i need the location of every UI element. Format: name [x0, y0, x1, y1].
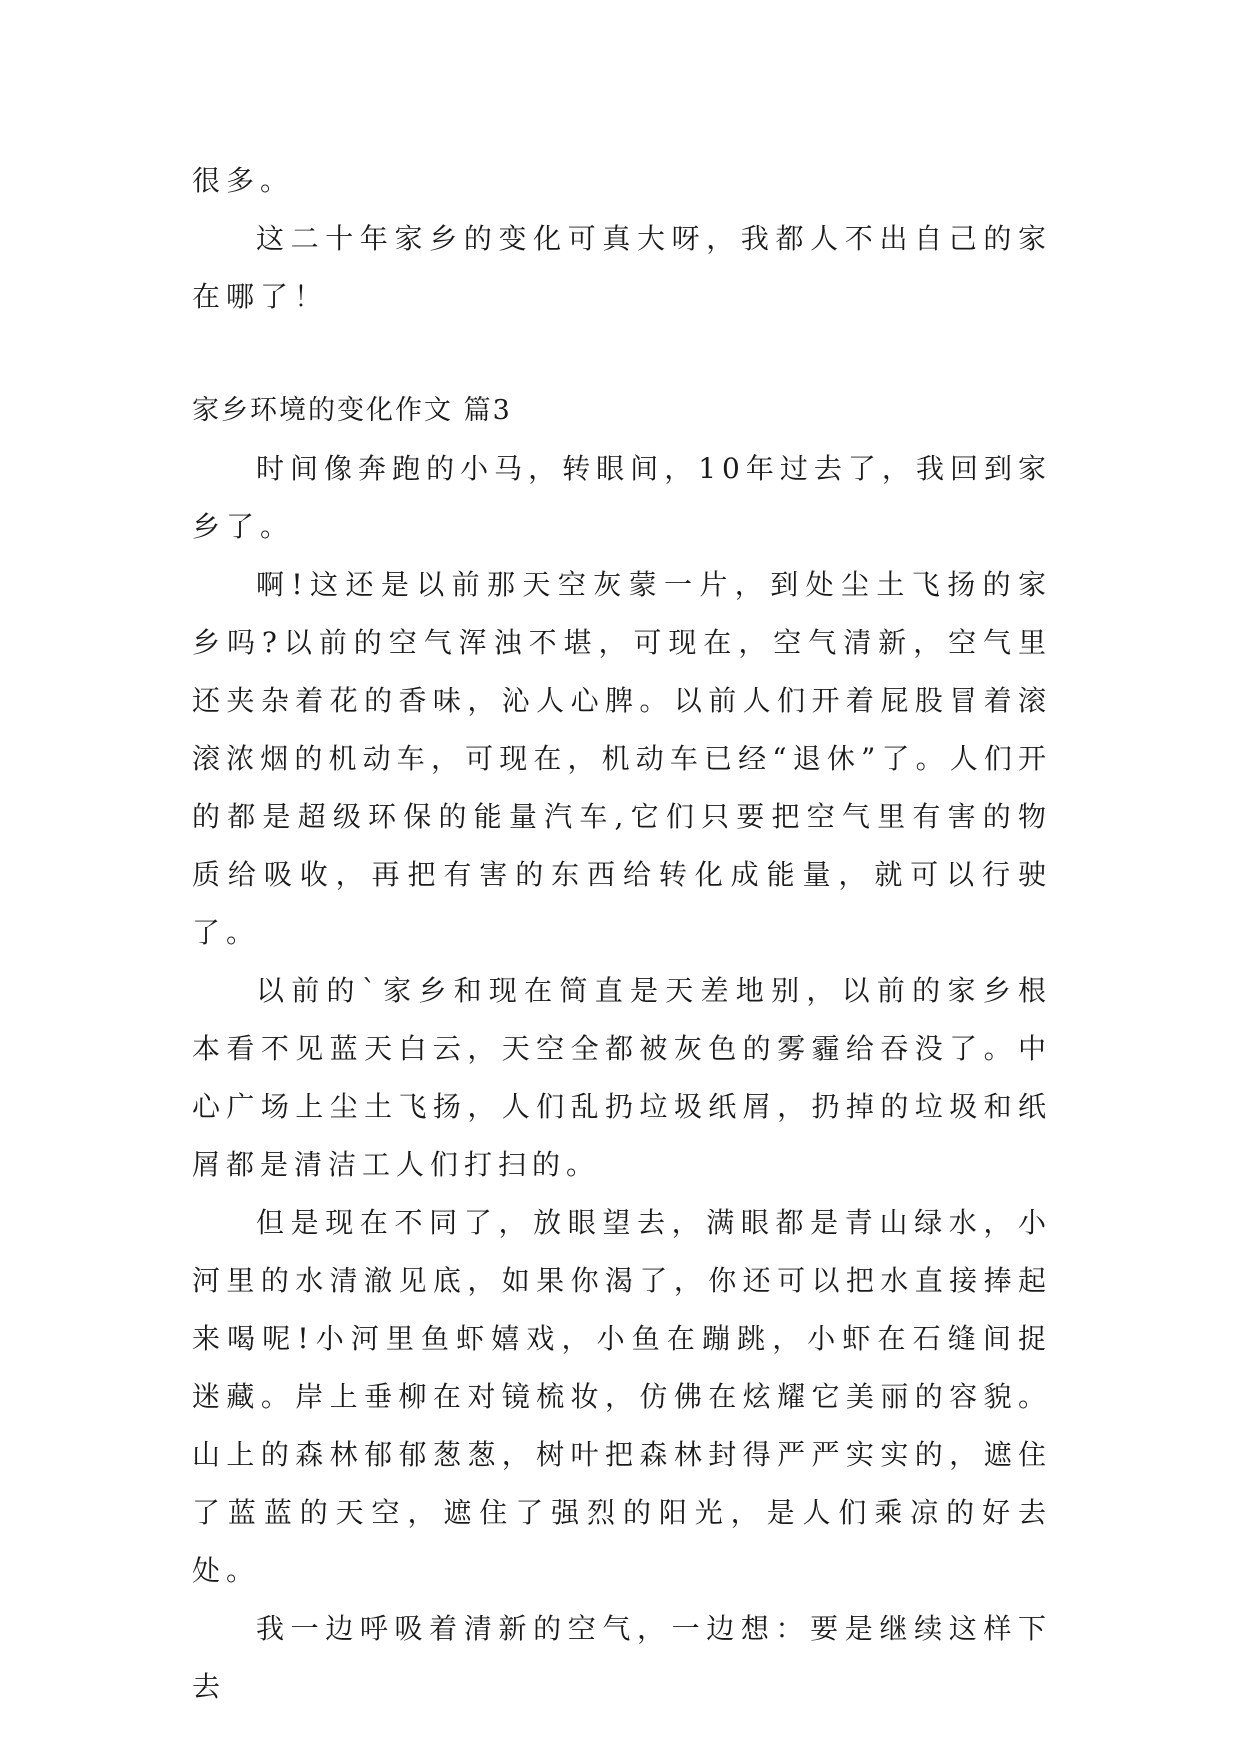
paragraph-continued: 很多。 — [192, 164, 295, 197]
paragraph-air: 啊!这还是以前那天空灰蒙一片，到处尘土飞扬的家乡吗?以前的空气浑浊不堪，可现在，空气清新，空气里还夹杂着花的香味，沁人心脾。以前人们开着屁股冒着滚滚浓烟的机动车，可现在，机动车已经“退休”了。人们开的都是超级环保的能量汽车,它们只要把空气里有害的物质给吸收，再把有害的东西给转化成能量，就可以行驶了。 — [192, 568, 1052, 949]
section-heading: 家乡环境的变化作文 篇3 — [192, 395, 512, 426]
document-page — [192, 152, 1052, 1716]
paragraph-summary: 这二十年家乡的变化可真大呀，我都人不出自己的家在哪了！ — [192, 222, 1052, 313]
paragraph-closing: 我一边呼吸着清新的空气，一边想：要是继续这样下去 — [192, 1612, 1052, 1703]
section-spacer — [192, 326, 1052, 382]
paragraph-intro: 时间像奔跑的小马，转眼间，10年过去了，我回到家乡了。 — [192, 452, 1052, 543]
paragraph-present: 但是现在不同了，放眼望去，满眼都是青山绿水，小河里的水清澈见底，如果你渴了，你还可以把水直接捧起来喝呢!小河里鱼虾嬉戏，小鱼在蹦跳，小虾在石缝间捉迷藏。岸上垂柳在对镜梳妆，仿佛在炫耀它美丽的容貌。山上的森林郁郁葱葱，树叶把森林封得严严实实的，遮住了蓝蓝的天空，遮住了强烈的阳光，是人们乘凉的好去处。 — [192, 1206, 1052, 1587]
paragraph-past: 以前的`家乡和现在简直是天差地别，以前的家乡根本看不见蓝天白云，天空全都被灰色的雾霾给吞没了。中心广场上尘土飞扬，人们乱扔垃圾纸屑，扔掉的垃圾和纸屑都是清洁工人们打扫的。 — [192, 974, 1052, 1181]
